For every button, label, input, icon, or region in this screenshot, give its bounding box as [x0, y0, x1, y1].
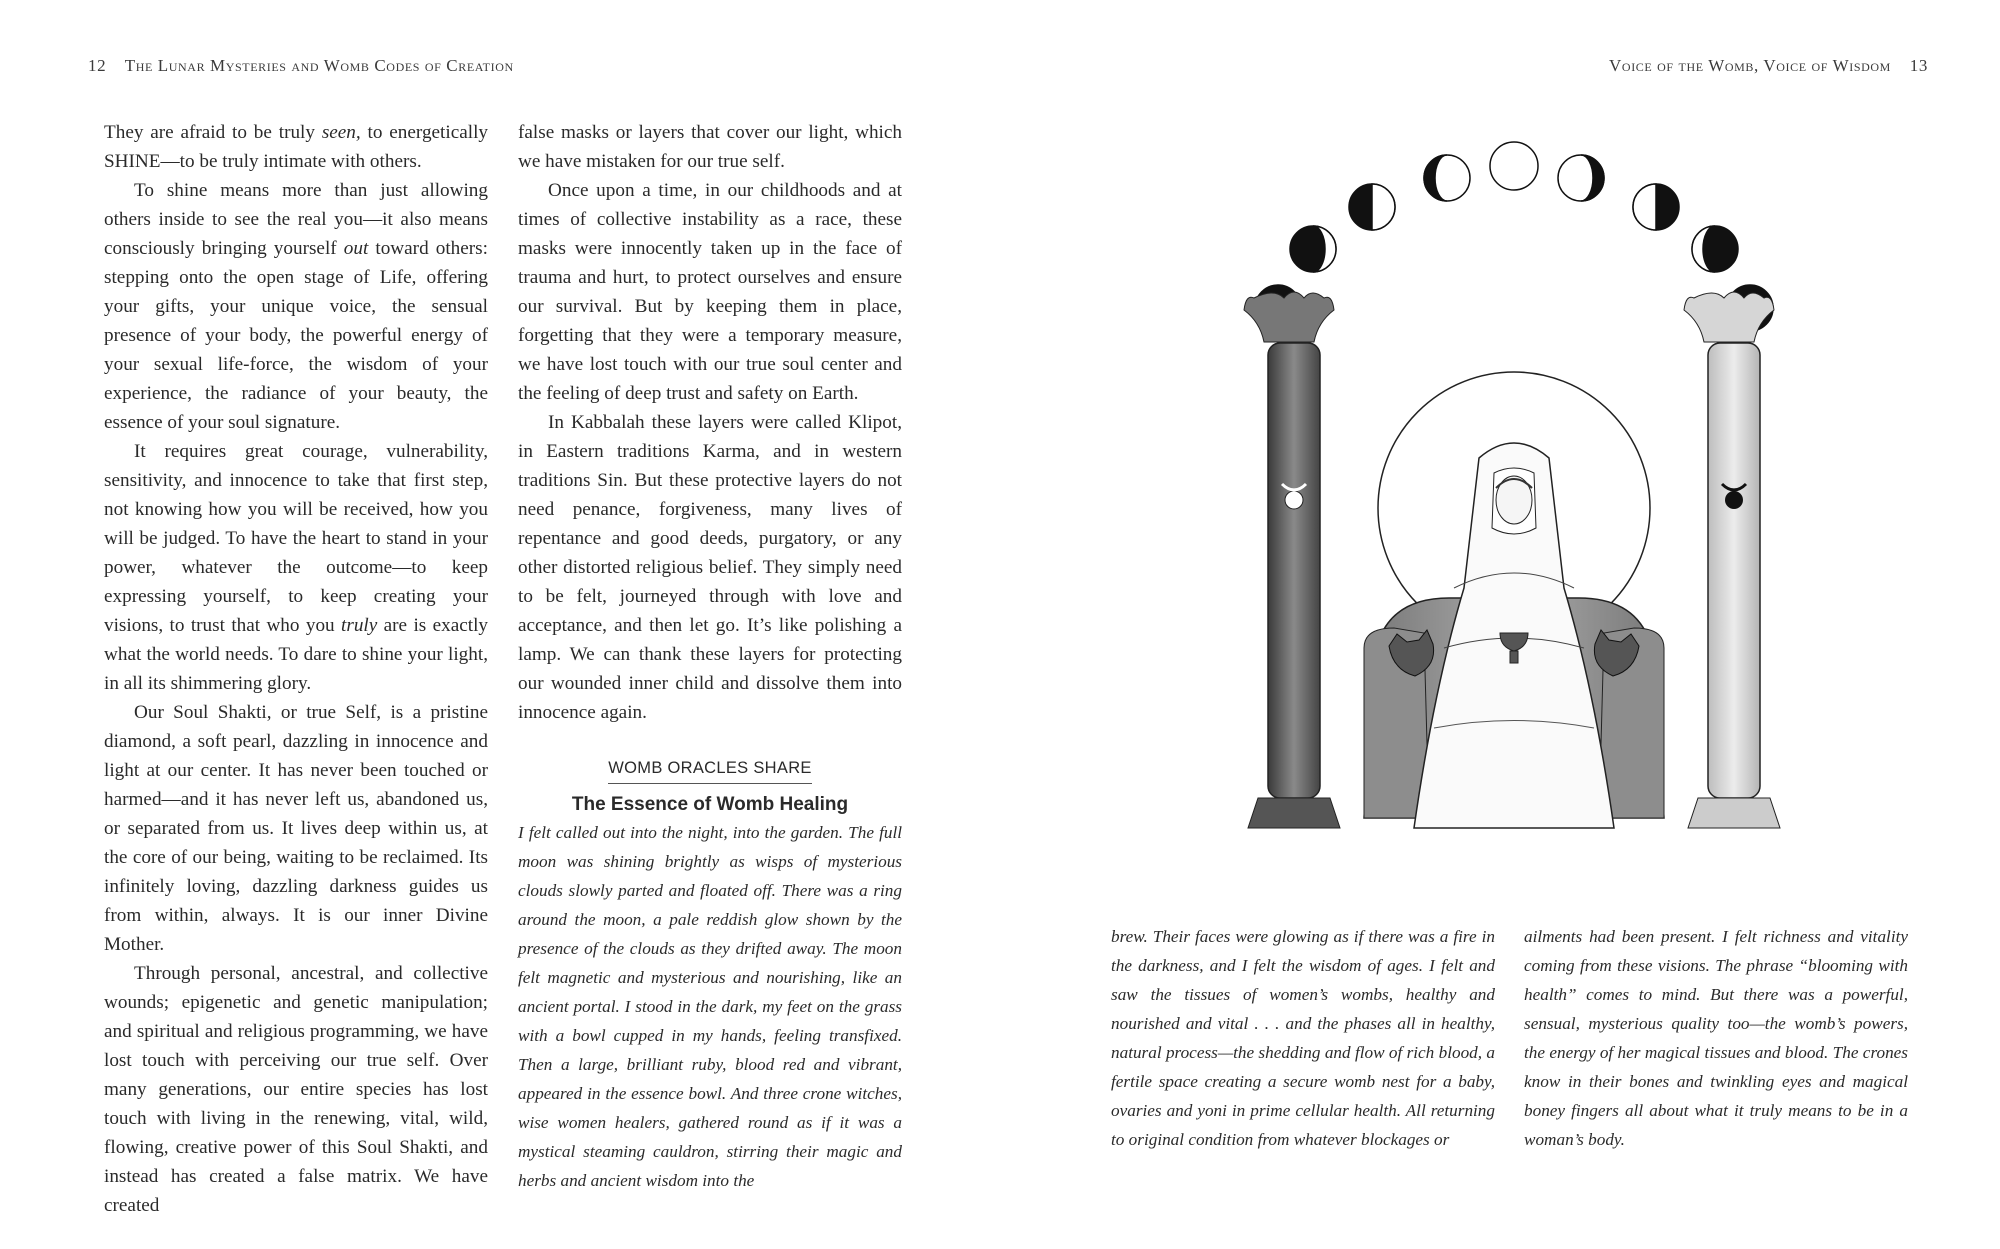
right-page-column-2 — [1524, 922, 1908, 1154]
sidebar-title: The Essence of Womb Healing — [571, 794, 849, 815]
running-header-left — [74, 56, 514, 76]
paragraph: To shine means more than just allowing others inside to see the real you—it also means consciously bringing yourself out toward others: stepping onto the open stage of Life, offering your gifts, your unique voice, the sensual presence of your body, the powerful energy of your sexual life-force, the wisdom of your experience, the radiance of your beauty, the essence of your soul signature. — [104, 180, 488, 433]
paragraph: Once upon a time, in our childhoods and at times of collective instability as a race, these masks were innocently taken up in the face of trauma and hurt, to protect ourselves and ensure our survival. But by keeping them in place, forgetting that they were a temporary measure, we have lost touch with our true soul center and the feeling of deep trust and safety on Earth. — [518, 180, 902, 404]
paragraph: Our Soul Shakti, or true Self, is a pristine diamond, a soft pearl, dazzling in innocence and light at our center. It has never been touched or harmed—and it has never left us, abandoned us, or separated from us. It lives deep within us, at the core of our being, waiting to be reclaimed. Its infinitely loving, dazzling darkness guides us from within, always. It is our inner Divine Mother. — [104, 702, 488, 955]
book-title-header: The Lunar Mysteries and Womb Codes of Creation — [124, 56, 514, 75]
page-number-right: 13 — [1909, 56, 1928, 75]
paragraph: false masks or layers that cover our light, which we have mistaken for our true self. — [518, 122, 902, 172]
paragraph: Through personal, ancestral, and collective wounds; epigenetic and genetic manipulation; and spiritual and religious programming, we have lost touch with perceiving our true self. Over many generations, our entire species has lost touch with living in the renewing, vital, wild, flowing, creative power of this Soul Shakti, and instead has created a false matrix. We have created — [104, 963, 488, 1216]
left-page-column-1 — [104, 118, 488, 1220]
paragraph: In Kabbalah these layers were called Klipot, in Eastern traditions Karma, and in western traditions Sin. But these protective layers do not need penance, forgiveness, many lives of repentance and good deeds, purgatory, or any other distorted religious belief. They simply need to be felt, journeyed through with love and acceptance, and then let go. It’s like polishing a lamp. We can thank these layers for protecting our wounded inner child and dissolve them into innocence again. — [518, 412, 902, 723]
right-page-column-1 — [1111, 922, 1495, 1154]
chapter-title-header: Voice of the Womb, Voice of Wisdom — [1609, 56, 1891, 75]
page-number-left: 12 — [88, 56, 107, 75]
moon-goddess-illustration — [1234, 128, 1794, 898]
paragraph: It requires great courage, vulnerability, sensitivity, and innocence to take that first step, not knowing how you will be received, how you will be judged. To have the heart to stand in your power, whatever the outcome—to keep expressing yourself, to keep creating your visions, to trust that who you truly are is exactly what the world needs. To dare to shine your light, in all its shimmering glory. — [104, 441, 489, 694]
sidebar-label: WOMB ORACLES SHARE — [518, 757, 902, 784]
oracle-text: ailments had been present. I felt richness and vitality coming from these visions. The phrase “blooming with health” comes to mind. But there was a powerful, sensual, mysterious quality too—the womb’s powers, the energy of her magical tissues and blood. The crones know in their bones and twinkling eyes and magical boney fingers all about what it truly means to be in a woman’s body. — [1524, 927, 1908, 1149]
running-header-right — [1609, 56, 1942, 76]
paragraph: They are afraid to be truly seen, to energetically SHINE—to be truly intimate with others. — [104, 122, 489, 172]
left-page-column-2 — [518, 118, 902, 1195]
oracle-text: brew. Their faces were glowing as if there was a fire in the darkness, and I felt the wisdom of ages. I felt and saw the tissues of women’s wombs, healthy and nourished and vital . . . and the phases all in healthy, natural process—the shedding and flow of rich blood, a fertile space creating a secure womb nest for a baby, ovaries and yoni in prime cellular health. All returning to original condition from whatever blockages or — [1111, 927, 1495, 1149]
oracle-text: I felt called out into the night, into the garden. The full moon was shining brightly as wisps of mysterious clouds slowly parted and floated off. There was a ring around the moon, a pale reddish glow shown by the presence of the clouds as they drifted away. The moon felt magnetic and mysterious and nourishing, like an ancient portal. I stood in the dark, my feet on the grass with a bowl cupped in my hands, feeling transfixed. Then a large, brilliant ruby, blood red and vibrant, appeared in the essence bowl. And three crone witches, wise women healers, gathered round as if it was a mystical steaming cauldron, stirring their magic and herbs and ancient wisdom into the — [518, 823, 902, 1190]
